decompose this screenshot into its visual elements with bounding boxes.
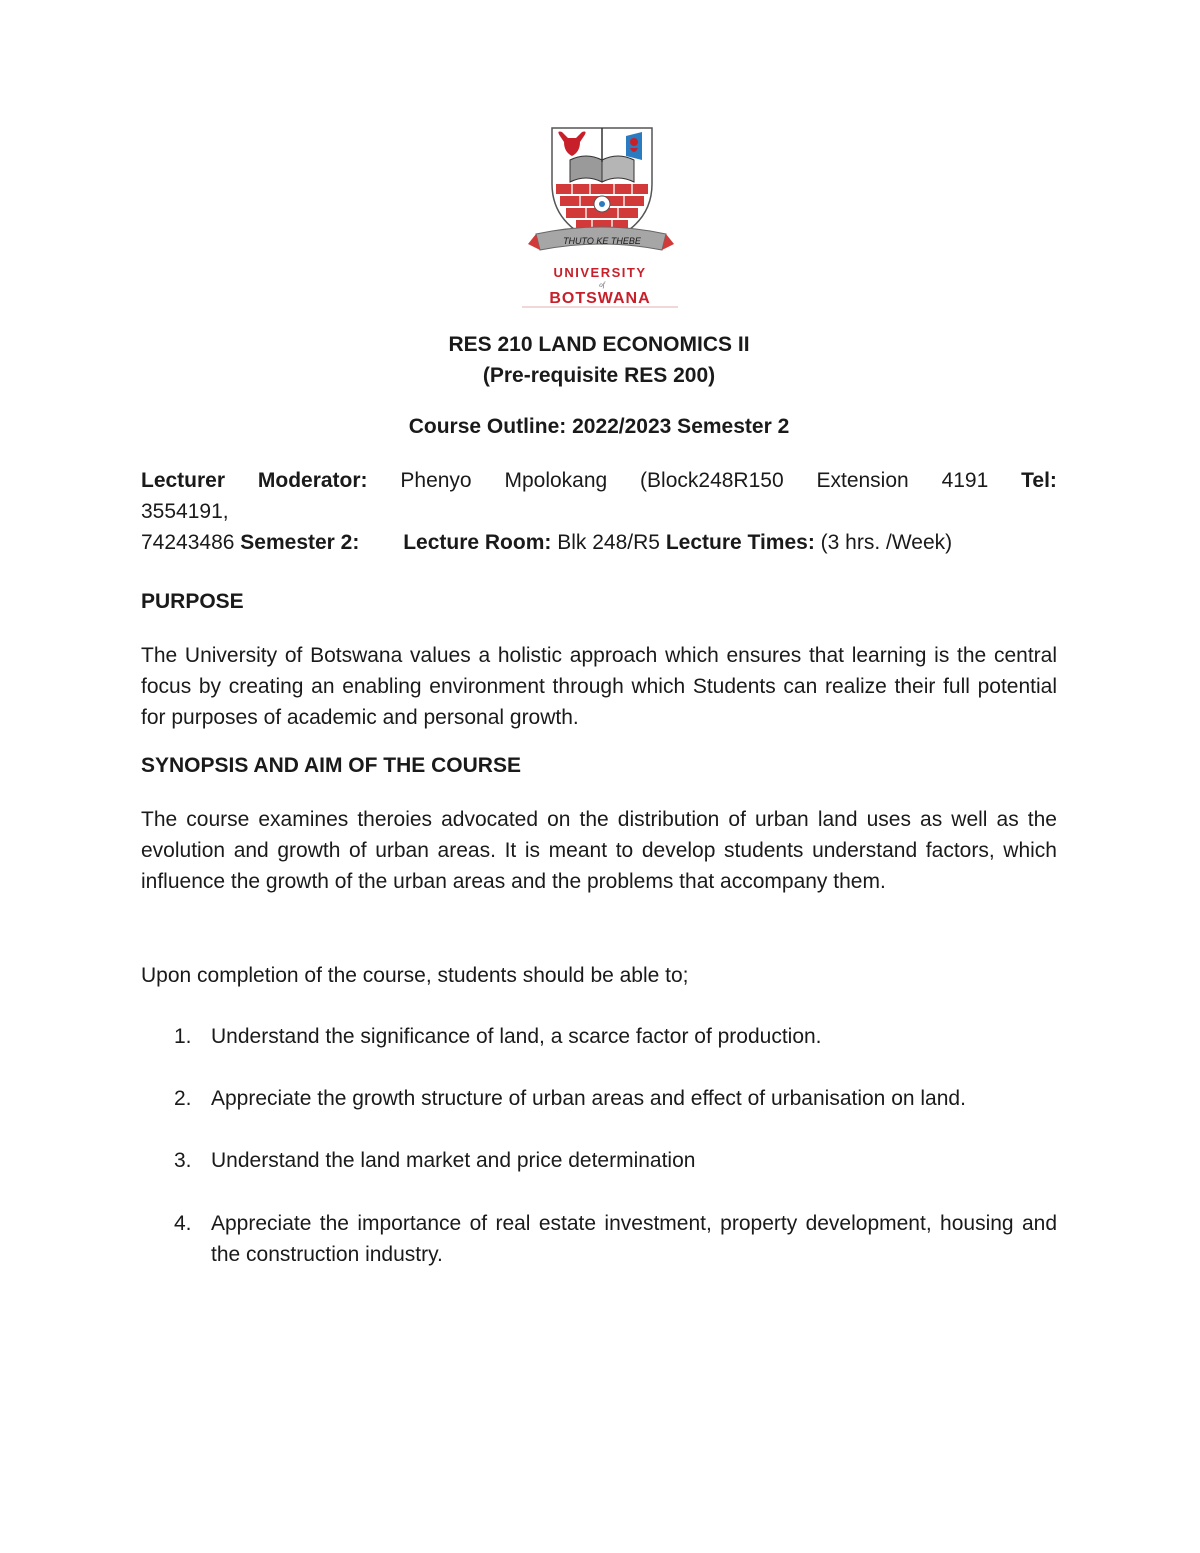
- list-item-number: 1.: [174, 1025, 192, 1048]
- motto-text: THUTO KE THEBE: [563, 236, 641, 246]
- list-item-text: Appreciate the importance of real estate investment, property development, housing and the construction industry.: [211, 1212, 1057, 1266]
- lecturer-line-2: [141, 496, 1057, 527]
- list-item-text: Understand the significance of land, a scarce factor of production.: [211, 1025, 822, 1048]
- lecturer-first-name: Phenyo: [400, 469, 472, 492]
- lecture-room-label: Lecture Room:: [403, 531, 552, 554]
- semester-label: Semester 2:: [240, 531, 360, 554]
- lecturer-office: (Block248R150: [640, 469, 784, 492]
- course-outline-title: Course Outline: 2022/2023 Semester 2: [408, 415, 790, 438]
- lecture-times: (3 hrs. /Week): [820, 531, 953, 554]
- extension-number: 4191: [941, 469, 989, 492]
- tel-label: Tel:: [1021, 469, 1057, 492]
- lecturer-line-1: [141, 465, 1057, 496]
- lecturer-label: Lecturer: [141, 469, 226, 492]
- list-item-number: 3.: [174, 1149, 192, 1172]
- lecturer-surname: Mpolokang: [504, 469, 608, 492]
- list-item-text: Understand the land market and price determination: [211, 1149, 696, 1172]
- synopsis-paragraph: The course examines theroies advocated on the distribution of urban land uses as well as the evolution and growth of urban areas. It is meant to develop students understand factors, which influence the growth of the urban areas and the problems that accompany them.: [141, 808, 1057, 893]
- course-prerequisite: (Pre-requisite RES 200): [482, 364, 716, 387]
- wordmark-of: of: [599, 281, 605, 289]
- purpose-paragraph: The University of Botswana values a holistic approach which ensures that learning is the central focus by creating an enabling environment through which Students can realize their full potential for purposes of academic and personal growth.: [141, 644, 1057, 729]
- wordmark-line1: UNIVERSITY: [553, 265, 647, 280]
- university-crest-logo: [520, 122, 680, 310]
- lecture-room: Blk 248/R5: [557, 531, 660, 554]
- course-title: RES 210 LAND ECONOMICS II: [448, 333, 750, 356]
- lecture-times-label: Lecture Times:: [665, 531, 815, 554]
- lecturer-info: [141, 465, 1057, 558]
- lecturer-line-3: [141, 527, 1057, 558]
- moderator-label: Moderator:: [257, 469, 368, 492]
- purpose-heading: PURPOSE: [141, 590, 244, 613]
- mobile-number: 74243486: [141, 531, 235, 554]
- extension-label: Extension: [816, 469, 909, 492]
- list-item-number: 2.: [174, 1087, 192, 1110]
- objectives-intro: Upon completion of the course, students should be able to;: [141, 964, 689, 987]
- synopsis-heading: SYNOPSIS AND AIM OF THE COURSE: [141, 754, 521, 777]
- telephone-number: 3554191,: [141, 500, 229, 523]
- list-item-number: 4.: [174, 1212, 192, 1235]
- wordmark-line2: BOTSWANA: [549, 290, 651, 307]
- list-item-text: Appreciate the growth structure of urban areas and effect of urbanisation on land.: [211, 1087, 966, 1110]
